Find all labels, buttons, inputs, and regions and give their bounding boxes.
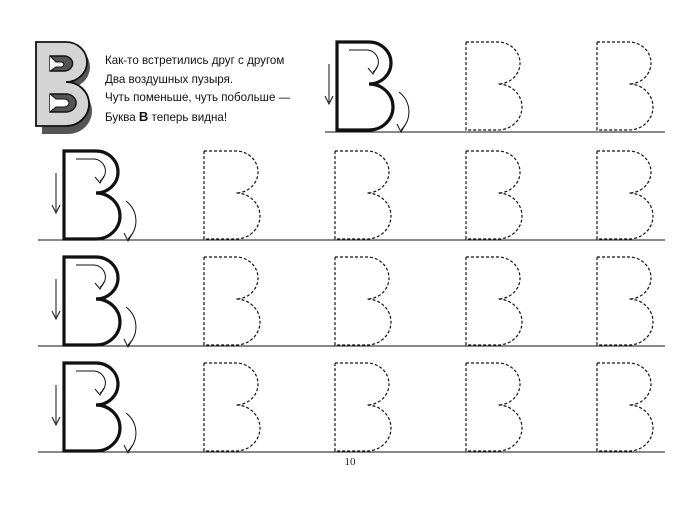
trace-letter-row-2-col-4[interactable] xyxy=(597,151,653,239)
poem-line-4 xyxy=(105,108,335,128)
trace-letter-row-1-col-2[interactable] xyxy=(597,42,653,130)
trace-letter-row-4-col-1[interactable] xyxy=(204,363,260,451)
poem xyxy=(105,52,335,127)
trace-letter-row-1-col-1[interactable] xyxy=(466,42,522,130)
trace-letter-row-2-col-2[interactable] xyxy=(335,151,391,239)
model-letter-row-1 xyxy=(325,42,409,132)
model-letter-row-2 xyxy=(52,151,136,241)
page-number: 10 xyxy=(344,456,356,468)
trace-letter-row-3-col-2[interactable] xyxy=(335,257,391,345)
trace-letter-row-2-col-1[interactable] xyxy=(204,151,260,239)
poem-line-1: Как-то встретились друг с другом xyxy=(105,54,285,67)
trace-letter-row-3-col-1[interactable] xyxy=(204,257,260,345)
trace-letter-row-2-col-3[interactable] xyxy=(466,151,522,239)
trace-letter-row-3-col-4[interactable] xyxy=(597,257,653,345)
model-letter-row-3 xyxy=(52,257,136,347)
poem-line-2: Два воздушных пузыря. xyxy=(105,72,234,86)
poem-line-4-start: Буква xyxy=(105,110,139,124)
poem-line-3: Чуть поменьше, чуть побольше — xyxy=(105,91,291,105)
model-letter-row-4 xyxy=(52,363,136,453)
poem-line-4-end: теперь видна! xyxy=(148,110,228,124)
trace-letter-row-4-col-2[interactable] xyxy=(335,363,391,451)
title-letter-icon xyxy=(36,42,92,134)
poem-letter-bold: В xyxy=(138,108,149,124)
trace-letter-row-3-col-3[interactable] xyxy=(466,257,522,345)
trace-letter-row-4-col-3[interactable] xyxy=(466,363,522,451)
trace-letter-row-4-col-4[interactable] xyxy=(597,363,653,451)
